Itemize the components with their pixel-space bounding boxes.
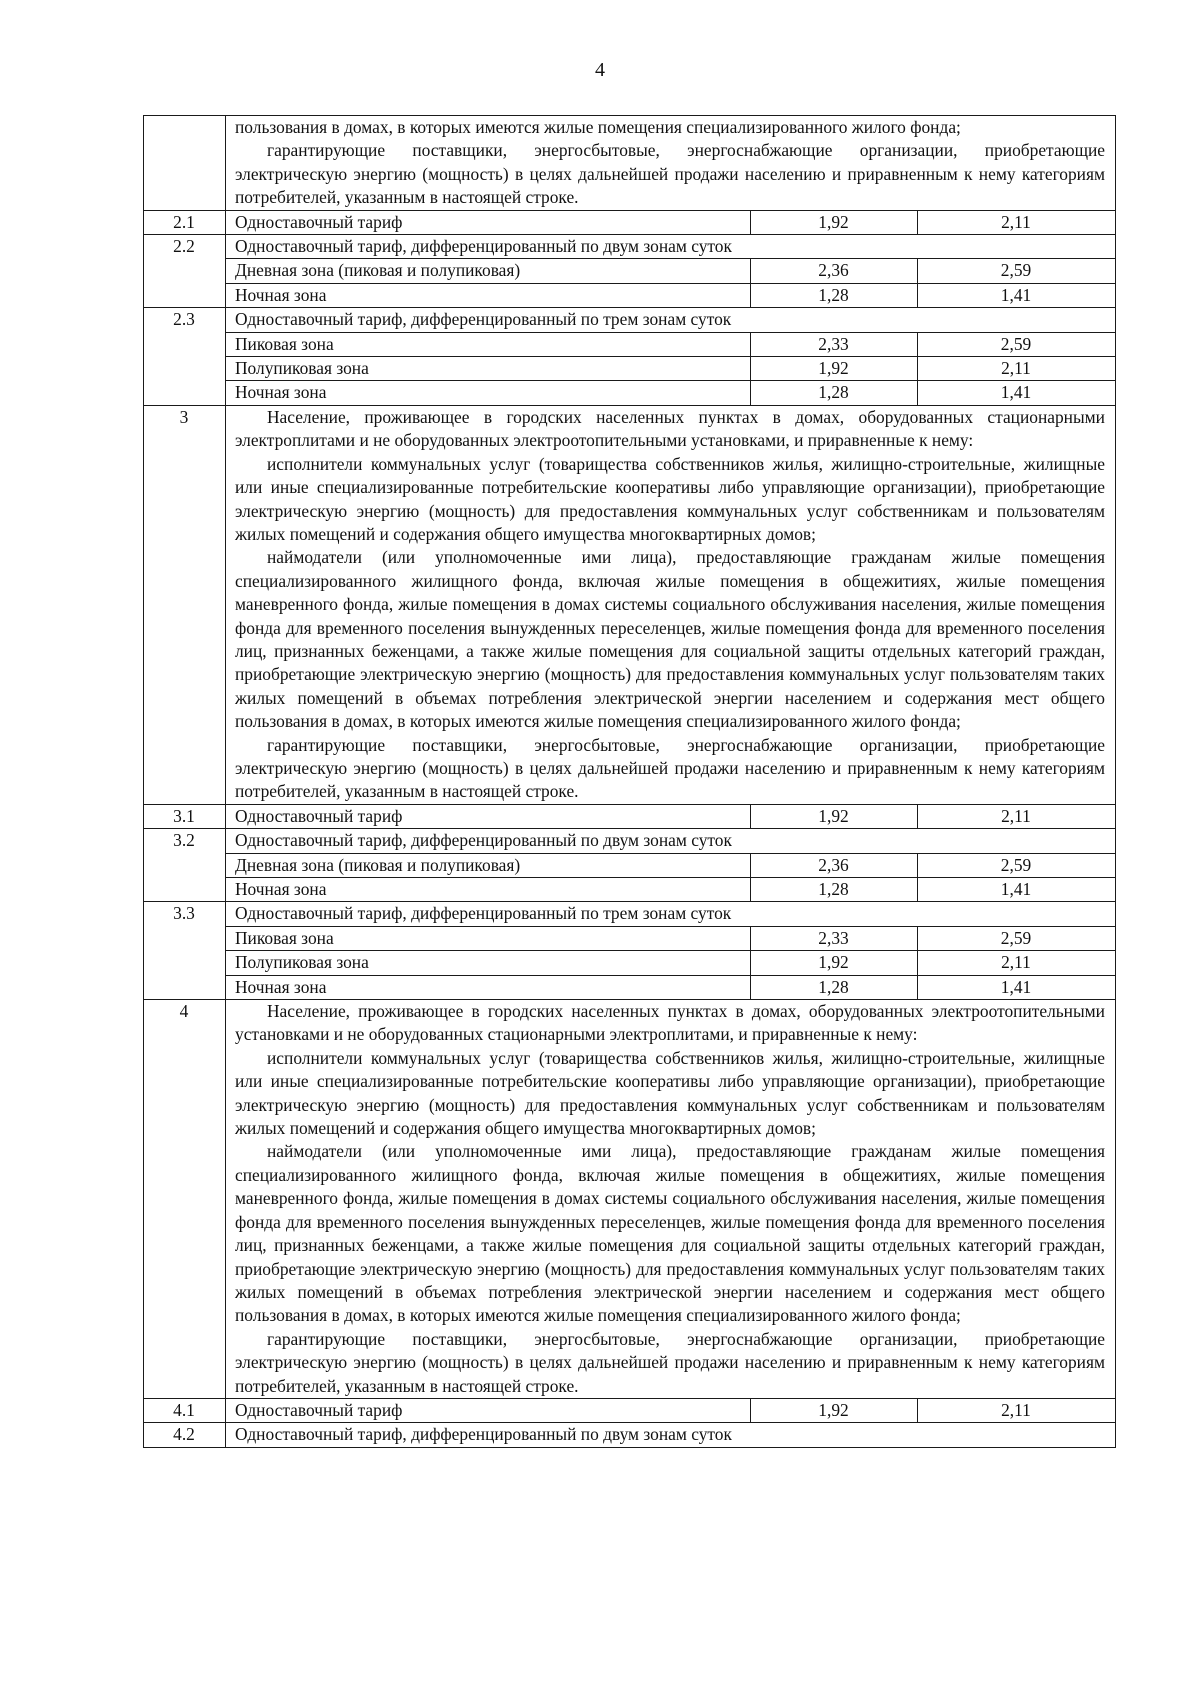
table-row bbox=[144, 357, 1116, 381]
tariff-value-period-1: 1,92 bbox=[751, 357, 918, 381]
tariff-value-period-2: 2,59 bbox=[918, 332, 1116, 356]
zone-label: Ночная зона bbox=[226, 283, 751, 307]
tariff-label: Одноставочный тариф, дифференцированный по двум зонам суток bbox=[226, 235, 1116, 259]
tariff-value-period-2: 1,41 bbox=[918, 283, 1116, 307]
table-row bbox=[144, 116, 1116, 211]
tariff-value-period-2: 1,41 bbox=[918, 381, 1116, 405]
tariff-value-period-1: 2,33 bbox=[751, 926, 918, 950]
zone-label: Дневная зона (пиковая и полупиковая) bbox=[226, 853, 751, 877]
page-number: 4 bbox=[595, 59, 605, 81]
tariff-value-period-2: 2,59 bbox=[918, 853, 1116, 877]
paragraph: наймодатели (или уполномоченные ими лица), предоставляющие гражданам жилые помещения специализированного жилищного фонда, включая жилые помещения в общежитиях, жилые помещения маневренного фонда, жилые помещения в домах системы социального обслуживания населения, жилые помещения фонда для временного поселения вынужденных переселенцев, жилые помещения фонда для временного поселения лиц, признанных беженцами, а также жилые помещения для социальной защиты отдельных категорий граждан, приобретающие электрическую энергию (мощность) для предоставления коммунальных услуг пользователям таких жилых помещений в объемах потребления электрической энергии населением и содержания мест общего пользования в домах, в которых имеются жилые помещения специализированного жилого фонда; bbox=[235, 547, 1105, 732]
table-row bbox=[144, 829, 1116, 853]
tariff-value-period-1: 1,28 bbox=[751, 878, 918, 902]
table-row bbox=[144, 1398, 1116, 1422]
tariff-value-period-2: 1,41 bbox=[918, 975, 1116, 999]
tariff-value-period-1: 1,92 bbox=[751, 804, 918, 828]
zone-label: Полупиковая зона bbox=[226, 951, 751, 975]
paragraph: Население, проживающее в городских населенных пунктах в домах, оборудованных электроотопительными установками и не оборудованных стационарными электроплитами, и приравненные к нему: bbox=[235, 1001, 1105, 1045]
table-row bbox=[144, 210, 1116, 234]
tariff-value-period-2: 2,59 bbox=[918, 259, 1116, 283]
tariff-label: Одноставочный тариф bbox=[226, 804, 751, 828]
tariff-label: Одноставочный тариф, дифференцированный по двум зонам суток bbox=[226, 829, 1116, 853]
tariff-label: Одноставочный тариф bbox=[226, 1398, 751, 1422]
zone-label: Ночная зона bbox=[226, 975, 751, 999]
table-row bbox=[144, 853, 1116, 877]
table-row bbox=[144, 804, 1116, 828]
tariff-label: Одноставочный тариф, дифференцированный по трем зонам суток bbox=[226, 902, 1116, 926]
tariff-value-period-1: 2,33 bbox=[751, 332, 918, 356]
row-number: 2.1 bbox=[144, 210, 226, 234]
zone-label: Пиковая зона bbox=[226, 332, 751, 356]
tariff-label: Одноставочный тариф, дифференцированный по двум зонам суток bbox=[226, 1423, 1116, 1447]
paragraph: наймодатели (или уполномоченные ими лица), предоставляющие гражданам жилые помещения специализированного жилищного фонда, включая жилые помещения в общежитиях, жилые помещения маневренного фонда, жилые помещения в домах системы социального обслуживания населения, жилые помещения фонда для временного поселения вынужденных переселенцев, жилые помещения фонда для временного поселения лиц, признанных беженцами, а также жилые помещения для социальной защиты отдельных категорий граждан, приобретающие электрическую энергию (мощность) для предоставления коммунальных услуг пользователям таких жилых помещений в объемах потребления электрической энергии населением и содержания мест общего пользования в домах, в которых имеются жилые помещения специализированного жилого фонда; bbox=[235, 1141, 1105, 1326]
description-cell bbox=[226, 116, 1116, 211]
table-row bbox=[144, 283, 1116, 307]
row-number: 3.2 bbox=[144, 829, 226, 902]
table-row bbox=[144, 951, 1116, 975]
zone-label: Ночная зона bbox=[226, 878, 751, 902]
row-number: 2.2 bbox=[144, 235, 226, 308]
tariff-value-period-1: 1,92 bbox=[751, 1398, 918, 1422]
row-number: 4.1 bbox=[144, 1398, 226, 1422]
tariff-value-period-1: 2,36 bbox=[751, 259, 918, 283]
tariff-value-period-2: 2,11 bbox=[918, 210, 1116, 234]
tariff-label: Одноставочный тариф bbox=[226, 210, 751, 234]
tariff-value-period-2: 2,11 bbox=[918, 804, 1116, 828]
table-row bbox=[144, 1000, 1116, 1399]
tariff-value-period-1: 1,28 bbox=[751, 381, 918, 405]
row-number: 3 bbox=[144, 405, 226, 804]
paragraph: гарантирующие поставщики, энергосбытовые, энергоснабжающие организации, приобретающие электрическую энергию (мощность) в целях дальнейшей продажи населению и приравненным к нему категориям потребителей, указанным в настоящей строке. bbox=[235, 734, 1105, 802]
zone-label: Ночная зона bbox=[226, 381, 751, 405]
paragraph: Население, проживающее в городских населенных пунктах в домах, оборудованных стационарными электроплитами и не оборудованных электроотопительными установками, и приравненные к нему: bbox=[235, 406, 1105, 451]
paragraph: гарантирующие поставщики, энергосбытовые, энергоснабжающие организации, приобретающие электрическую энергию (мощность) в целях дальнейшей продажи населению и приравненным к нему категориям потребителей, указанным в настоящей строке. bbox=[235, 1328, 1105, 1396]
table-row bbox=[144, 878, 1116, 902]
tariff-value-period-2: 2,11 bbox=[918, 357, 1116, 381]
tariff-value-period-1: 1,92 bbox=[751, 210, 918, 234]
tariff-value-period-1: 1,28 bbox=[751, 283, 918, 307]
paragraph: гарантирующие поставщики, энергосбытовые, энергоснабжающие организации, приобретающие электрическую энергию (мощность) в целях дальнейшей продажи населению и приравненным к нему категориям потребителей, указанным в настоящей строке. bbox=[235, 140, 1105, 208]
table-row bbox=[144, 259, 1116, 283]
row-number: 3.3 bbox=[144, 902, 226, 1000]
description-cell bbox=[226, 405, 1116, 804]
row-number-cell bbox=[144, 116, 226, 211]
table-row bbox=[144, 308, 1116, 332]
paragraph: исполнители коммунальных услуг (товарищества собственников жилья, жилищно-строительные, жилищные или иные специализированные потребительские кооперативы либо управляющие организации), приобретающие электрическую энергию (мощность) для предоставления коммунальных услуг собственникам и пользователям жилых помещений и содержания общего имущества многоквартирных домов; bbox=[235, 1047, 1105, 1139]
tariff-value-period-1: 2,36 bbox=[751, 853, 918, 877]
table-row bbox=[144, 405, 1116, 804]
row-number: 2.3 bbox=[144, 308, 226, 406]
table-row bbox=[144, 975, 1116, 999]
table-row bbox=[144, 332, 1116, 356]
zone-label: Пиковая зона bbox=[226, 926, 751, 950]
tariff-value-period-2: 1,41 bbox=[918, 878, 1116, 902]
row-number: 3.1 bbox=[144, 804, 226, 828]
tariff-value-period-1: 1,92 bbox=[751, 951, 918, 975]
table-row bbox=[144, 1423, 1116, 1447]
row-number: 4.2 bbox=[144, 1423, 226, 1447]
zone-label: Полупиковая зона bbox=[226, 357, 751, 381]
table-row bbox=[144, 235, 1116, 259]
tariff-value-period-2: 2,11 bbox=[918, 951, 1116, 975]
tariff-table bbox=[143, 115, 1116, 1448]
tariff-value-period-2: 2,11 bbox=[918, 1398, 1116, 1422]
tariff-value-period-1: 1,28 bbox=[751, 975, 918, 999]
table-row bbox=[144, 381, 1116, 405]
table-row bbox=[144, 902, 1116, 926]
paragraph: пользования в домах, в которых имеются жилые помещения специализированного жилого фонда; bbox=[235, 117, 961, 137]
zone-label: Дневная зона (пиковая и полупиковая) bbox=[226, 259, 751, 283]
row-number: 4 bbox=[144, 1000, 226, 1399]
tariff-value-period-2: 2,59 bbox=[918, 926, 1116, 950]
paragraph: исполнители коммунальных услуг (товарищества собственников жилья, жилищно-строительные, жилищные или иные специализированные потребительские кооперативы либо управляющие организации), приобретающие электрическую энергию (мощность) для предоставления коммунальных услуг собственникам и пользователям жилых помещений и содержания общего имущества многоквартирных домов; bbox=[235, 453, 1105, 544]
table-row bbox=[144, 926, 1116, 950]
tariff-label: Одноставочный тариф, дифференцированный по трем зонам суток bbox=[226, 308, 1116, 332]
description-cell bbox=[226, 1000, 1116, 1399]
